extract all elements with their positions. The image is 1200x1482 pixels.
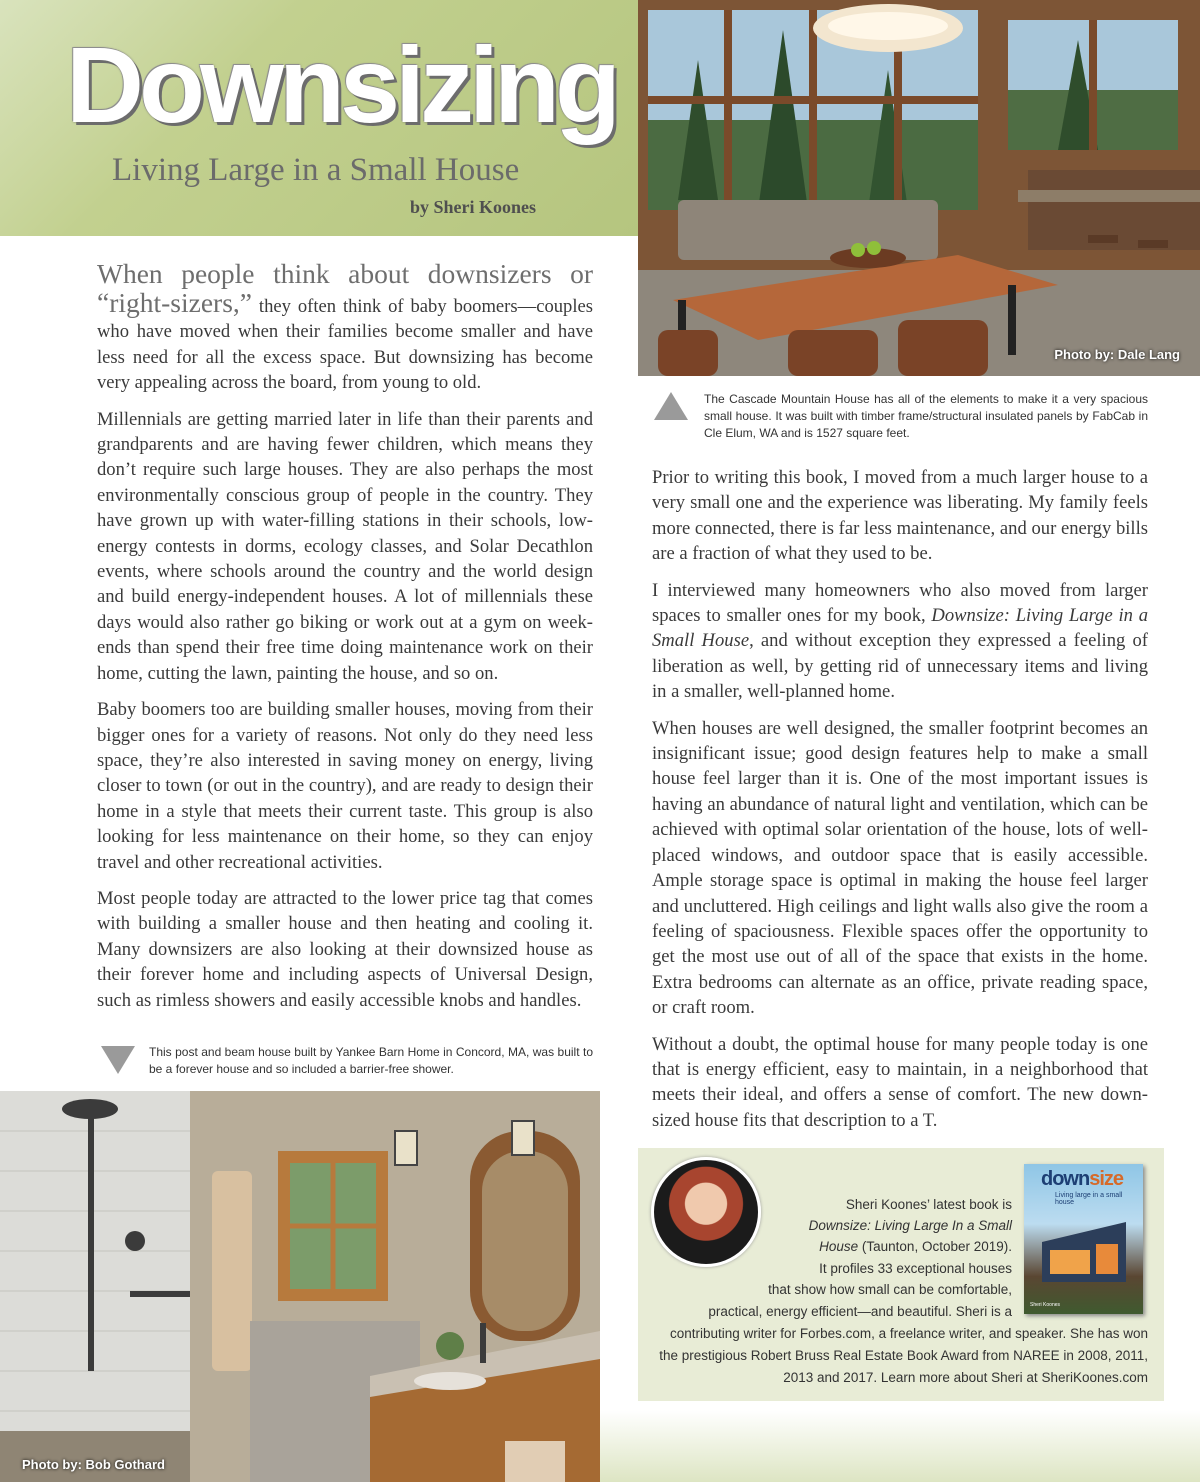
p6-end: , and without exception they expressed a feeling of liberation as well, by getting rid of unnecessary items and living in a smaller, well-planned home.: [652, 630, 1149, 703]
header-band: [0, 0, 638, 236]
caption-arrow-up-icon: [654, 392, 688, 420]
lead-line: When people think about downsizers or: [97, 258, 593, 289]
article-byline: by Sheri Koones: [410, 197, 537, 217]
article-paragraph-2: Millennials are getting married later in life than their parents and grandparents and are having fewer children, which means they don’t require such large houses. They are also perhaps the most environmentally conscious group of people in the country. They have grown up with water-filling stations in their schools, low-energy contests in dorms, ecology classes, and Solar Decathlon events, where schools around the country and the world design and build energy-independent houses. A lot of millennials these days would also rather go biking or work out at a gym on week-ends than spend their free time doing maintenance work on their home, cutting the lawn, painting the house, and so on.: [97, 408, 593, 684]
cascade-house-photo: [638, 0, 1200, 376]
article-paragraph-3: Baby boomers too are building smaller houses, moving from their bigger ones for a variety of reasons. Not only do they need less space, they’re also interested in saving money on energy, living closer to town (or out in the country), and are ready to design their home in a style that meets their current taste. This group is also looking for less maintenance on their home, so they can enjoy travel and other recreational activities.: [97, 699, 593, 873]
article-paragraph-8: Without a doubt, the optimal house for many people today is one that is energy efficient, easy to maintain, in a neighborhood that meets their ideal, and offers a sense of comfort. The new down-sized house fits that description to a T.: [652, 1033, 1148, 1131]
article-subtitle: Living Large in a Small House: [112, 152, 520, 188]
lead-quote: “right-sizers,”: [97, 287, 252, 318]
article-title: Downsizing: [66, 24, 616, 145]
bio-line-7: contributing writer for Forbes.com, a freelance writer, and speaker. She has won: [670, 1326, 1148, 1341]
book-title-inline: Downsize: Living Large in a Small House: [652, 605, 1148, 652]
bio-line-1: Sheri Koones’ latest book is: [845, 1197, 1012, 1212]
photo-caption-top: The Cascade Mountain House has all of the elements to make it a very spacious small house. It was built with timber frame/structural insulated panels by FabCab in Cle Elum, WA and is 1527 square feet.: [704, 392, 1148, 440]
article-paragraph-4: Most people today are attracted to the lower price tag that comes with building a smaller house and then heating and cooling it. Many downsizers are also looking at their downsized house as their forever home and including aspects of Universal Design, such as rimless showers and easily accessible knobs and handles.: [97, 887, 593, 1011]
bio-line-3: [819, 1236, 1012, 1257]
book-cover-title: [1041, 1168, 1123, 1191]
book-cover-subtitle: Living large in a small house: [1055, 1192, 1123, 1206]
photo-credit-bottom: Photo by: Bob Gothard: [22, 1457, 165, 1472]
bathroom-photo: [0, 1091, 600, 1482]
bio-book-title-end: House: [819, 1239, 859, 1254]
bio-publisher: (Taunton, October 2019).: [858, 1239, 1012, 1254]
bio-line-2: Downsize: Living Large In a Small: [808, 1218, 1012, 1233]
cascade-house-illustration: [638, 0, 1200, 376]
photo-credit-top: Photo by: Dale Lang: [1054, 347, 1180, 362]
caption-arrow-down-icon: [101, 1046, 135, 1074]
book-cover-title-main: down: [1041, 1168, 1090, 1190]
book-cover-title-accent: size: [1089, 1168, 1124, 1190]
author-photo: [651, 1157, 761, 1267]
bio-line-5: that show how small can be comfortable,: [768, 1282, 1012, 1297]
bio-line-6: practical, energy efficient—and beautiful. Sheri is a: [708, 1304, 1012, 1319]
bathroom-illustration: [0, 1091, 600, 1482]
bio-line-9: 2013 and 2017. Learn more about Sheri at SheriKoones.com: [783, 1370, 1148, 1385]
book-cover-house-icon: [1042, 1222, 1126, 1282]
article-paragraph-1: [97, 258, 593, 396]
article-column-right: [652, 465, 1148, 1144]
article-paragraph-5: Prior to writing this book, I moved from a much larger house to a very small one and the experience was liberating. My family feels more connected, there is far less maintenance, and our energy bills are a fraction of what they used to be.: [652, 467, 1148, 565]
bottom-decor-band: [600, 1410, 1200, 1482]
book-cover-author: Sheri Koones: [1030, 1302, 1061, 1308]
photo-caption-bottom: This post and beam house built by Yankee Barn Home in Concord, MA, was built to be a forever house and so included a barrier-free shower.: [149, 1045, 593, 1076]
article-paragraph-6: [652, 578, 1148, 705]
book-cover: [1024, 1164, 1143, 1314]
bio-line-4: It profiles 33 exceptional houses: [819, 1261, 1012, 1276]
lead-rest: they often think of baby boomers—couples who have moved when their families become smaller and have less need for all the excess space. But downsizing has become very appealing across the board, from young to old.: [97, 296, 593, 394]
bio-line-8: the prestigious Robert Bruss Real Estate Book Award from NAREE in 2008, 2011,: [659, 1348, 1148, 1363]
article-paragraph-7: When houses are well designed, the smaller footprint becomes an insignificant issue; good design features help to make a small house feel larger than it is. One of the most important issues is having an abundance of natural light and ventilation, which can be achieved with optimal solar orientation of the house, lots of well-placed windows, and outdoor space that is easily accessible. Ample storage space is optimal in making the house feel larger and uncluttered. High ceilings and light walls also give the room a feeling of spaciousness. Flexible spaces offer the opportunity to get the most use out of all of the space that exists in the home. Extra bedrooms can alternate as an office, private reading space, or craft room.: [652, 717, 1148, 1019]
p6-start: I interviewed many homeowners who also moved from larger spaces to smaller ones for my book,: [652, 579, 1148, 627]
article-column-left: [97, 258, 593, 1024]
